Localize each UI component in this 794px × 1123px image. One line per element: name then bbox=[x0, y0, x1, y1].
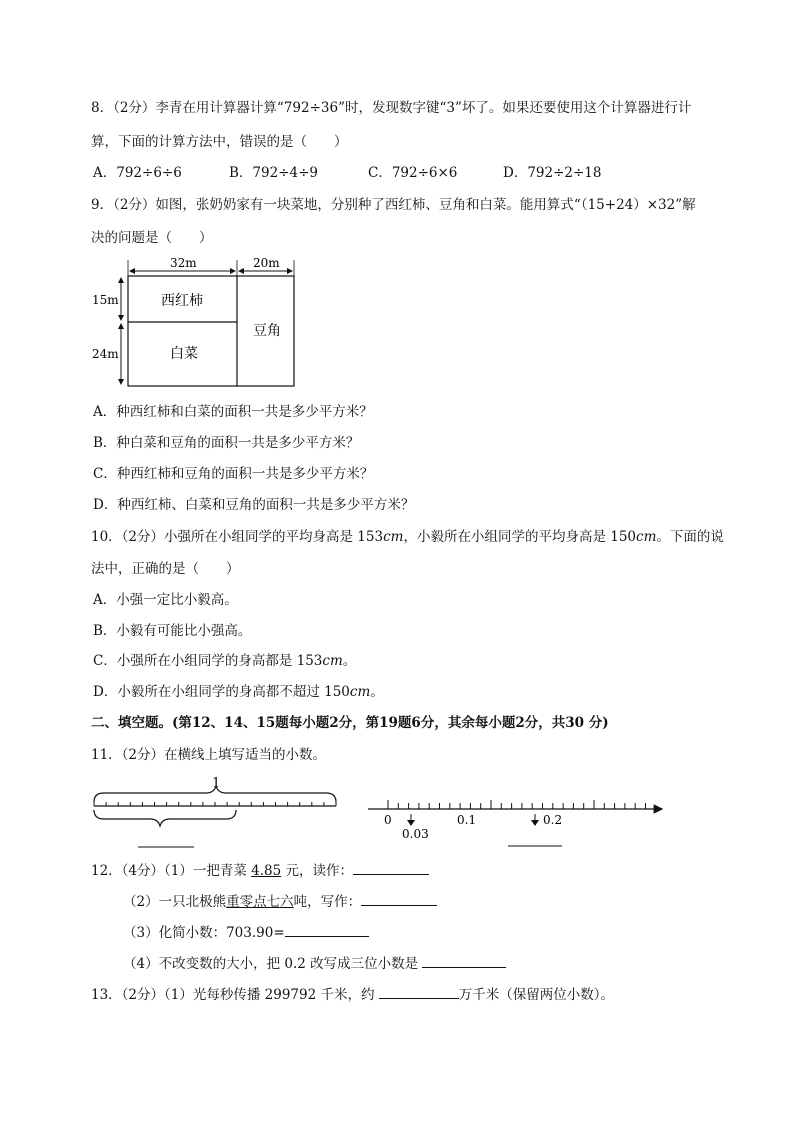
q13-line1-a: 13．（2分）（1）光每秒传播 299792 千米，约 bbox=[91, 987, 379, 1003]
q8-option-a: A．792÷6÷6 bbox=[93, 165, 182, 181]
number-line-figure bbox=[364, 792, 668, 852]
q12-line4-text: （4）不改变数的大小，把 0.2 改写成三位小数是 bbox=[123, 956, 423, 972]
q9-stem-line1: 9．（2分）如图，张奶奶家有一块菜地，分别种了西红柿、豆角和白菜。能用算式“（15+24）×32”解 bbox=[91, 197, 696, 213]
number-line-ticks bbox=[388, 800, 646, 809]
q13-line1 bbox=[91, 984, 614, 1005]
q10-option-d-end: 。 bbox=[370, 684, 384, 700]
unit-cm: cm bbox=[322, 653, 343, 669]
answer-blank[interactable] bbox=[353, 860, 429, 875]
dim-left-15m: 15m bbox=[92, 293, 119, 307]
q9-option-d: D．种西红柿、白菜和豆角的面积一共是多少平方米？ bbox=[93, 497, 415, 513]
section-2-heading: 二、填空题。(第12、14、15题每小题2分，第19题6分，其余每小题2分，共30 分) bbox=[91, 715, 609, 731]
q12-line1-a: 12．（4分）（1）一把青菜 bbox=[91, 863, 252, 879]
q12-line2-b: 吨，写作： bbox=[293, 894, 362, 910]
answer-blank[interactable] bbox=[361, 891, 437, 906]
q10-option-b: B．小毅有可能比小强高。 bbox=[93, 623, 252, 639]
q10-stem-line2: 法中，正确的是（ ） bbox=[91, 561, 240, 577]
answer-blank[interactable] bbox=[379, 984, 459, 999]
unit-cm: cm bbox=[349, 684, 371, 700]
q12-line2-a: （2）一只北极熊 bbox=[123, 894, 227, 910]
q13-line1-b: 万千米（保留两位小数）。 bbox=[458, 987, 615, 1003]
unit-cm: cm bbox=[383, 529, 404, 545]
q8-option-c: C．792÷6×6 bbox=[368, 165, 458, 181]
brace-label-1: 1 bbox=[212, 776, 221, 791]
label-tomato: 西红柿 bbox=[161, 293, 203, 309]
ruler-brace-figure bbox=[90, 772, 340, 852]
q12-line1-b: 元，读作： bbox=[281, 863, 354, 879]
q12-line1 bbox=[91, 860, 429, 881]
answer-blank[interactable] bbox=[422, 953, 506, 968]
dim-top-20m: 20m bbox=[253, 256, 280, 270]
answer-blank[interactable] bbox=[285, 922, 369, 937]
q10-stem-part1: 10．（2分）小强所在小组同学的平均身高是 153 bbox=[91, 529, 384, 545]
q12-line3-text: （3）化简小数：703.90= bbox=[123, 925, 285, 941]
q10-stem-part2: ，小毅所在小组同学的平均身高是 150 bbox=[403, 529, 637, 545]
q8-option-b: B．792÷4÷9 bbox=[229, 165, 318, 181]
q11-stem: 11．（2分）在横线上填写适当的小数。 bbox=[91, 747, 327, 763]
q8-stem-line2: 算，下面的计算方法中，错误的是（ ） bbox=[91, 134, 348, 150]
q12-line2-underlined: 重零点七六 bbox=[226, 894, 294, 910]
vegetable-garden-figure bbox=[90, 254, 305, 390]
dim-top-32m: 32m bbox=[170, 256, 197, 270]
q10-option-d bbox=[93, 682, 384, 702]
q10-option-c bbox=[93, 651, 356, 671]
q8-stem-line1: 8．（2分）李青在用计算器计算“792÷36”时，发现数字键“3”坏了。如果还要使用这个计算器进行计 bbox=[91, 100, 692, 116]
q9-stem-line2: 决的问题是（ ） bbox=[91, 230, 213, 246]
q12-line2 bbox=[123, 891, 437, 912]
label-cabbage: 白菜 bbox=[170, 346, 198, 362]
axis-label-0.1: 0.1 bbox=[457, 813, 477, 827]
q9-option-b: B．种白菜和豆角的面积一共是多少平方米？ bbox=[93, 435, 360, 451]
q9-option-a: A．种西红柿和白菜的面积一共是多少平方米？ bbox=[93, 404, 373, 420]
ruler-ticks bbox=[94, 802, 336, 806]
arrow-down-icon bbox=[407, 820, 415, 826]
axis-label-0.2: 0.2 bbox=[543, 813, 563, 827]
axis-label-0: 0 bbox=[384, 813, 392, 827]
q10-stem-line1 bbox=[91, 527, 724, 547]
q12-line3 bbox=[123, 922, 369, 943]
q8-option-d: D．792÷2÷18 bbox=[503, 165, 602, 181]
q12-line1-underlined: 4.85 bbox=[251, 863, 282, 879]
q10-option-d-text: D．小毅所在小组同学的身高都不超过 150 bbox=[93, 684, 350, 700]
arrow-down-icon bbox=[531, 820, 539, 826]
axis-label-0.03: 0.03 bbox=[402, 827, 429, 841]
q12-line4 bbox=[123, 953, 506, 974]
q9-option-c: C．种西红柿和豆角的面积一共是多少平方米？ bbox=[93, 466, 374, 482]
q10-option-a: A．小强一定比小毅高。 bbox=[93, 592, 238, 608]
unit-cm: cm bbox=[636, 529, 657, 545]
q10-option-c-end: 。 bbox=[342, 653, 357, 669]
q10-option-c-text: C．小强所在小组同学的身高都是 153 bbox=[93, 653, 323, 669]
dim-left-24m: 24m bbox=[92, 347, 119, 361]
label-bean: 豆角 bbox=[253, 323, 281, 339]
q10-stem-part3: 。下面的说 bbox=[656, 529, 724, 545]
